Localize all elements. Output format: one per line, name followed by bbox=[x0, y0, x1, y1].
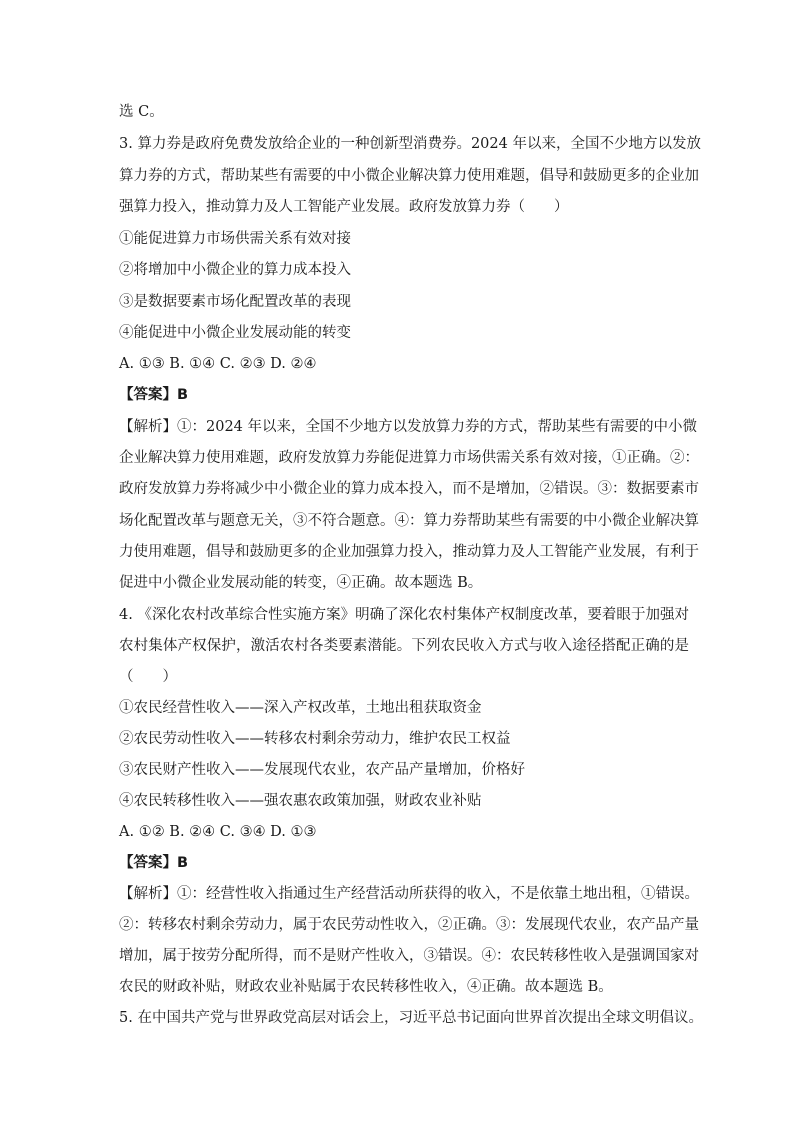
option-statement: ①能促进算力市场供需关系有效对接 bbox=[119, 231, 351, 247]
answer-label: 【答案】B bbox=[119, 387, 189, 403]
option-statement: ②将增加中小微企业的算力成本投入 bbox=[119, 262, 351, 278]
option-statement: ④能促进中小微企业发展动能的转变 bbox=[119, 325, 351, 341]
option-statement: ②农民劳动性收入——转移农村剩余劳动力，维护农民工权益 bbox=[119, 731, 511, 747]
question-5-stem: 5. 在中国共产党与世界政党高层对话会上，习近平总书记面向世界首次提出全球文明倡议。 bbox=[119, 1010, 703, 1026]
explanation-line: 【解析】①：2024 年以来，全国不少地方以发放算力券的方式，帮助某些有需要的中小微 bbox=[119, 419, 698, 435]
text-line: 强算力投入，推动算力及人工智能产业发展。政府发放算力券（ ） bbox=[119, 199, 569, 215]
explanation-line: 力使用难题，倡导和鼓励更多的企业加强算力投入，推动算力及人工智能产业发展，有利于 bbox=[119, 544, 699, 560]
explanation-line: 促进中小微企业发展动能的转变，④正确。故本题选 B。 bbox=[119, 575, 483, 591]
question-4-stem: 4. 《深化农村改革综合性实施方案》明确了深化农村集体产权制度改革，要着眼于加强对 bbox=[119, 607, 689, 623]
option-statement: ③是数据要素市场化配置改革的表现 bbox=[119, 294, 351, 310]
answer-choices: A. ①② B. ②④ C. ③④ D. ①③ bbox=[119, 824, 317, 840]
text-line: 选 C。 bbox=[119, 104, 164, 120]
explanation-line: 农民的财政补贴，财政农业补贴属于农民转移性收入，④正确。故本题选 B。 bbox=[119, 979, 613, 995]
option-statement: ④农民转移性收入——强农惠农政策加强，财政农业补贴 bbox=[119, 793, 482, 809]
text-line: 算力券的方式，帮助某些有需要的中小微企业解决算力使用难题，倡导和鼓励更多的企业加 bbox=[119, 168, 699, 184]
answer-label: 【答案】B bbox=[119, 855, 189, 871]
answer-choices: A. ①③ B. ①④ C. ②③ D. ②④ bbox=[119, 356, 317, 372]
explanation-line: 场化配置改革与题意无关，③不符合题意。④：算力券帮助某些有需要的中小微企业解决算 bbox=[119, 513, 699, 529]
explanation-line: ②：转移农村剩余劳动力，属于农民劳动性收入，②正确。③：发展现代农业，农产品产量 bbox=[119, 917, 699, 933]
text-line: 农村集体产权保护，激活农村各类要素潜能。下列农民收入方式与收入途径搭配正确的是 bbox=[119, 638, 689, 654]
explanation-line: 增加，属于按劳分配所得，而不是财产性收入，③错误。④：农民转移性收入是强调国家对 bbox=[119, 948, 699, 964]
explanation-line: 企业解决算力使用难题，政府发放算力券能促进算力市场供需关系有效对接，①正确。②： bbox=[119, 450, 699, 466]
explanation-line: 政府发放算力券将减少中小微企业的算力成本投入，而不是增加，②错误。③：数据要素市 bbox=[119, 481, 699, 497]
explanation-line: 【解析】①：经营性收入指通过生产经营活动所获得的收入，不是依靠土地出租，①错误。 bbox=[119, 886, 699, 902]
text-line: （ ） bbox=[119, 669, 177, 685]
question-3-stem: 3. 算力券是政府免费发放给企业的一种创新型消费券。2024 年以来，全国不少地方以发放 bbox=[119, 136, 701, 152]
option-statement: ③农民财产性收入——发展现代农业，农产品产量增加，价格好 bbox=[119, 762, 525, 778]
option-statement: ①农民经营性收入——深入产权改革，土地出租获取资金 bbox=[119, 700, 482, 716]
